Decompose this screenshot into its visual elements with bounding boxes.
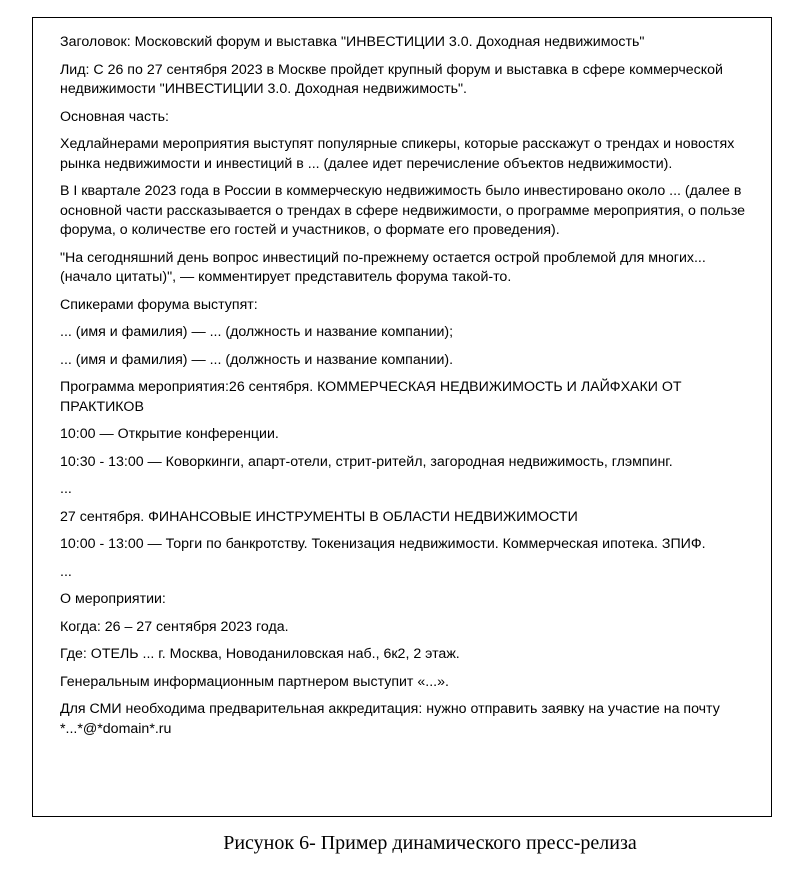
program-ellipsis: ... — [60, 481, 72, 497]
program-item: 10:00 — Открытие конференции. — [60, 426, 279, 442]
program-item: 10:30 - 13:00 — Коворкинги, апарт-отели, стрит-ритейл, загородная недвижимость, глэмпинг. — [60, 453, 673, 470]
program-ellipsis: ... — [60, 563, 72, 580]
speaker-item: ... (имя и фамилия) — ... (должность и название компании). — [60, 351, 454, 368]
press-release-frame — [32, 17, 772, 817]
info-partner: Генеральным информационным партнером выступит «...». — [60, 673, 449, 690]
press-release-title-line: Заголовок: Московский форум и выставка "ИНВЕСТИЦИИ 3.0. Доходная недвижимость" — [60, 34, 645, 50]
program-item: 10:00 - 13:00 — Торги по банкротству. Токенизация недвижимости. Коммерческая ипотека. ЗПИФ. — [60, 536, 706, 552]
quote-paragraph: "На сегодняшний день вопрос инвестиций по-прежнему остается острой проблемой для многих... (начало цитаты)", — комментирует представитель форума такой-то. — [60, 249, 706, 285]
speakers-heading: Спикерами форума выступят: — [60, 296, 258, 313]
speaker-item: ... (имя и фамилия) — ... (должность и название компании); — [60, 324, 454, 340]
event-when: Когда: 26 – 27 сентября 2023 года. — [60, 618, 289, 635]
program-day-1-heading: Программа мероприятия:26 сентября. КОММЕРЧЕСКАЯ НЕДВИЖИМОСТЬ И ЛАЙФХАКИ ОТ ПРАКТИКОВ — [60, 379, 682, 415]
main-part-heading: Основная часть: — [60, 108, 169, 125]
headliners-paragraph: Хедлайнерами мероприятия выступят популярные спикеры, которые расскажут о трендах и новостях рынка недвижимости и инвестиций в ... (далее идет перечисление объектов недвижимости). — [60, 136, 735, 172]
media-accreditation: Для СМИ необходима предварительная аккредитация: нужно отправить заявку на участие на почту *...*@*domain*.ru — [60, 701, 720, 737]
program-day-2-heading: 27 сентября. ФИНАНСОВЫЕ ИНСТРУМЕНТЫ В ОБЛАСТИ НЕДВИЖИМОСТИ — [60, 508, 578, 525]
event-where: Где: ОТЕЛЬ ... г. Москва, Новоданиловская наб., 6к2, 2 этаж. — [60, 646, 460, 662]
investment-paragraph: В I квартале 2023 года в России в коммерческую недвижимость было инвестировано около ... (далее в основной части рассказывается о трендах в сфере недвижимости, о программе мероприятия, о пользе форума, о количестве его гостей и участников, о формате его проведения). — [60, 183, 746, 238]
about-heading: О мероприятии: — [60, 591, 166, 607]
figure-caption: Рисунок 6- Пример динамического пресс-релиза — [223, 832, 637, 854]
press-release-lead: Лид: С 26 по 27 сентября 2023 в Москве пройдет крупный форум и выставка в сфере коммерческой недвижимости "ИНВЕСТИЦИИ 3.0. Доходная недвижимость". — [60, 61, 723, 97]
